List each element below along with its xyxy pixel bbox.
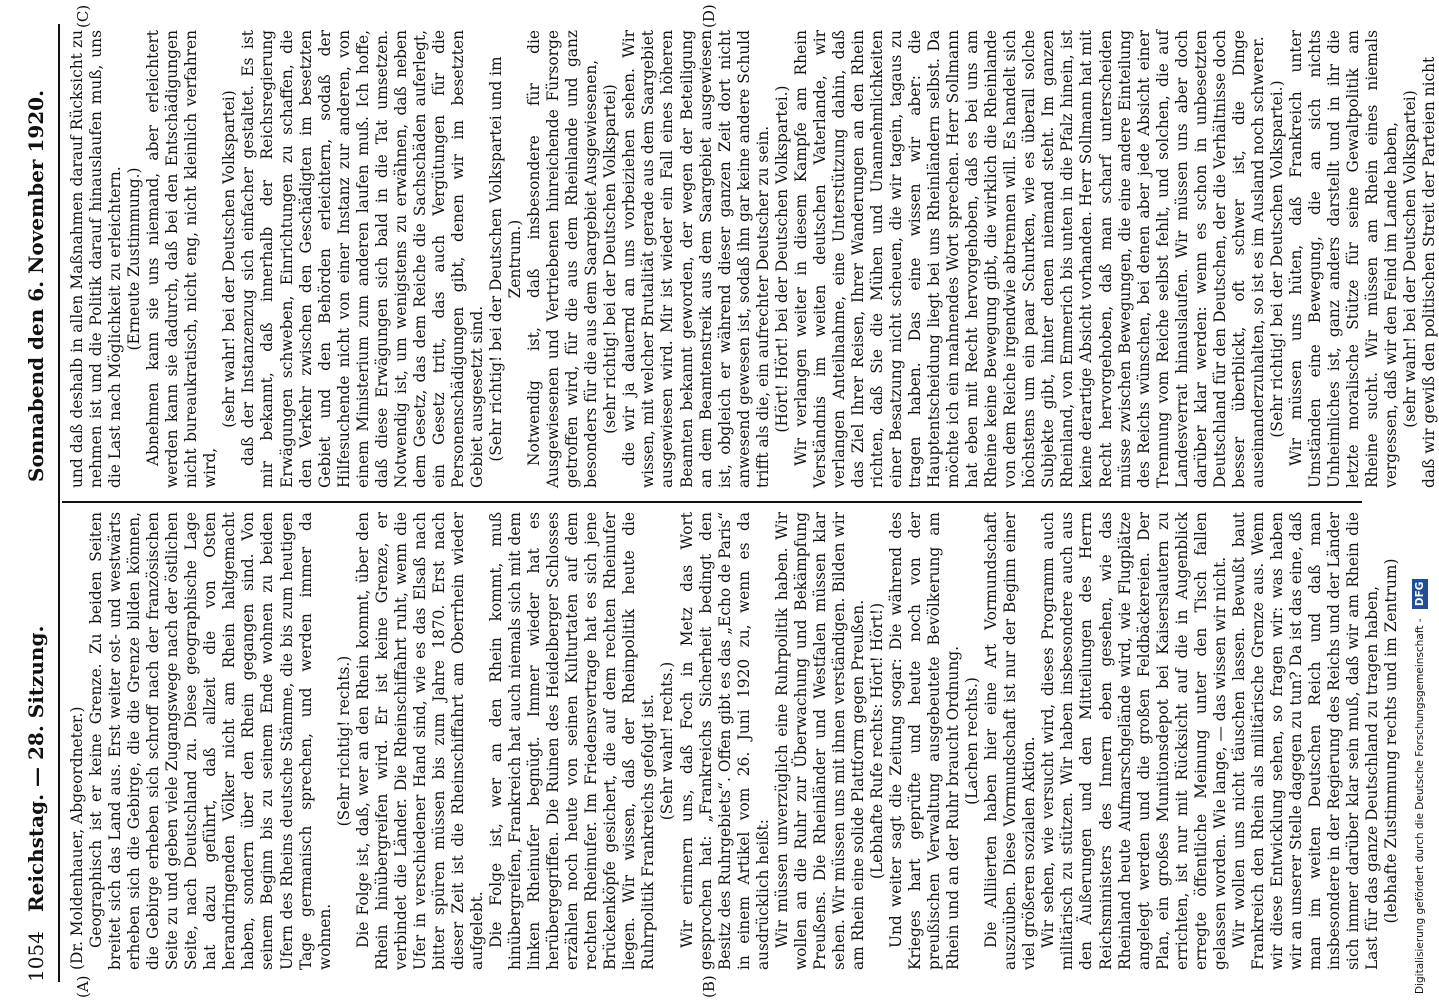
interjection: (Sehr wahr! rechts.) <box>658 661 677 821</box>
paragraph: Wir wollen uns nicht täuschen lassen. Bewußt baut Frankreich den Rhein als militärische Grenze aus. Wenn wir diese Entwicklung sehen, so fragen wir: was haben wir an unserer Stelle dagegen zu tun? Da ist das eine, daß man im weiten Deutschen Reich und daß man insbesondere in der Regierung des Reichs und der Länder sich immer darüber klar sein muß, daß wir am Rhein die Last für das ganze Deutschland zu tragen haben, <box>1229 512 1382 970</box>
page-number: 1054 <box>24 931 48 982</box>
margin-mark-a: (A) <box>74 975 92 998</box>
interjection: (Erneute Zustimmung.) <box>125 167 144 351</box>
interjection: (Lebhafte Rufe rechts: Hört! Hört!) <box>867 602 886 880</box>
interjection: (Sehr richtig! rechts.) <box>334 655 353 827</box>
interjection: (Lachen rechts.) <box>963 677 982 805</box>
header-left-title: Reichstag. — 28. Sitzung. <box>24 625 48 912</box>
paragraph: Wir müssen uns hüten, daß Frankreich unter Umständen eine Bewegung, die an sich nichts Unheimliches ist, ganz anders darstellt und in ihr die letzte moralische Stütze für seine Gewaltpolitik am Rheine sucht. Wir müssen am Rhein eines niemals vergessen, daß wir den Feind im Lande haben, <box>1287 30 1401 488</box>
paragraph: und daß deshalb in allen Maßnahmen darauf Rücksicht zu nehmen ist und die Politik darauf hinauslaufen muß, uns die Last nach Möglichkeit zu erleichtern. <box>68 30 125 488</box>
sidebar-text: Digitalisierung gefördert durch die Deutsche Forschungsgemeinschaft - <box>1414 618 1426 994</box>
dfg-logo: DFG <box>1412 579 1428 610</box>
left-column <box>68 512 1401 970</box>
paragraph: Und weiter sagt die Zeitung sogar: Die während des Krieges hart geprüfte und heute noch von der preußischen Verwaltung ausgebeutete Bevölkerung am Rhein und an der Ruhr braucht Ordnung. <box>887 512 963 970</box>
interjection: (sehr wahr! bei der Deutschen Volkspartei) <box>220 90 239 428</box>
dfg-sidebar <box>1408 6 1432 994</box>
paragraph: Die Folge ist, wer an den Rhein kommt, muß hinübergreifen, Frankreich hat auch niemals sich mit dem linken Rheinufer begnügt. Immer wieder hat es herübergegriffen. Die Ruinen des Heidelberger Schlosses erzählen noch heute von seinen Kulturtaten auf dem rechten Rheinufer. Im Friedensvertrage hat es sich jene Brückenköpfe gesichert, die auf dem rechten Rheinufer liegen. Wir wissen, daß der Rheinpolitik heute die Ruhrpolitik Frankreichs gefolgt ist. <box>487 512 658 970</box>
paragraph: die wir ja dauernd an uns vorbeiziehen sehen. Wir wissen, mit welcher Brutalität gerade aus dem Saargebiet ausgewiesen wird. Mir ist wieder ein Fall eines höheren Beamten bekannt geworden, der wegen der Beteiligung an dem Beamtenstreik aus dem Saargebiet ausgewiesen ist, obgleich er während dieser ganzen Zeit dort nicht anwesend gewesen ist, sodaß ihn gar keine andere Schuld trifft als die, ein aufrechter Deutscher zu sein. <box>620 30 772 488</box>
paragraph: Wir verlangen weiter in diesem Kampfe am Rhein Verständnis im weiten deutschen Vaterlande, wir verlangen Anteilnahme, eine Unterstützung dahin, daß das Ziel Ihrer Reisen, Ihrer Wanderungen an den Rhein richten, daß Sie die Mühen und Unannehmlichkeiten einer Besatzung nicht scheuen, die wir tagein, tagaus zu tragen haben. Das eine wissen wir aber: die Hauptentscheidung liegt bei uns Rheinländern selbst. Da möchte ich ein mahnendes Wort sprechen. Herr Sollmann hat eben mit Recht hervorgehoben, daß es bei uns am Rheine keine Bewegung gibt, die wirklich die Rheinlande von dem Reiche irgendwie abtrennen will. Es handelt sich höchstens um ein paar Schurken, wie es überall solche Subjekte gibt, hinter denen niemand steht. Im ganzen Rheinland, von Emmerich bis unten in die Pfalz hinein, ist keine derartige Absicht vorhanden. Herr Sollmann hat mit Recht hervorgehoben, daß man scharf unterscheiden müsse zwischen Bewegungen, die eine andere Einteilung des Reichs wünschen, bei denen aber jede Absicht einer Trennung vom Reiche selbst fehlt, und solchen, die auf Landesverrat hinauslaufen. Wir müssen uns aber doch darüber klar werden: wenn es schon in unbesetzten Deutschland für den Deutschen, der die Verhältnisse doch besser überblickt, oft schwer ist, die Dinge auseinanderzuhalten, so ist es im Ausland noch schwerer. <box>791 30 1267 488</box>
paragraph: Wir erinnern uns, daß Foch in Metz das Wort gesprochen hat: „Frankreichs Sicherheit bedingt den Besitz des Ruhrgebiets“. Offen gibt es das „Echo de Paris“ in einem Artikel vom 26. Juni 1920 zu, wenn es da ausdrücklich heißt: <box>677 512 772 970</box>
interjection: (Sehr richtig! bei der Deutschen Volkspartei und im Zentrum.) <box>487 56 525 462</box>
paragraph: Notwendig ist, daß insbesondere für die Ausgewiesenen und Vertriebenen hinreichende Fürsorge getroffen wird, für die aus dem Rheinlande und ganz besonders für die aus dem Saargebiet Ausgewiesenen, <box>525 30 601 488</box>
interjection: (sehr wahr! bei der Deutschen Volkspartei) <box>1401 90 1420 428</box>
page-header <box>22 18 52 982</box>
interjection: (sehr richtig! bei der Deutschen Volkspartei) <box>601 84 620 434</box>
interjection: (Sehr richtig! bei der Deutschen Volkspartei.) <box>1267 80 1286 438</box>
header-rule <box>58 24 60 982</box>
paragraph: Wir müssen unverzüglich eine Ruhrpolitik haben. Wir wollen an die Ruhr zur Überwachung und Bekämpfung Preußens. Die Rheinländer und Westfalen müssen klar sehen. Wir müssen uns mit ihnen verständigen. Bilden wir am Rhein eine solide Plattform gegen Preußen. <box>772 512 867 970</box>
interjection: (lebhafte Zustimmung rechts und im Zentrum) <box>1382 558 1401 924</box>
paragraph: daß der Instanzenzug sich einfacher gestaltet. Es ist mir bekannt, daß innerhalb der Reichsregierung Erwägungen schweben, Einrichtungen zu schaffen, die den Verkehr zwischen den Geschädigten im besetzten Gebiet und den Behörden erleichtern, sodaß der Hilfesuchende nicht von einer Instanz zur anderen, von einem Ministerium zum anderen laufen muß. Ich hoffe, daß diese Erwägungen sich bald in die Tat umsetzen. Notwendig ist, um wenigstens zu erwähnen, daß neben dem Gesetz, das dem Reiche die Sachschäden auferlegt, ein Gesetz tritt, das auch Vergütungen für die Personenschädigungen gibt, denen wir im besetzten Gebiet ausgesetzt sind. <box>239 30 486 488</box>
margin-mark-c: (C) <box>74 4 92 28</box>
margin-mark-d: (D) <box>700 4 718 28</box>
column-divider <box>62 501 1362 503</box>
interjection: (Hört! Hört! bei der Deutschen Volkspartei.) <box>772 85 791 433</box>
paragraph: Die Folge ist, daß, wer an den Rhein kommt, über den Rhein hinübergreifen wird. Er ist keine Grenze, er verbindet die Länder. Die Rheinschiffahrt ruht, wenn die Ufer in verschiedener Hand sind, wie es das Elsaß nach bitter spüren müssen bis zum Jahre 1870. Erst nach dieser Zeit ist die Rheinschiffahrt am Oberrhein wieder aufgelebt. <box>353 512 486 970</box>
paragraph: (Dr. Moldenhauer, Abgeordneter.) <box>68 706 86 970</box>
header-date: Sonnabend den 6. November 1920. <box>24 89 48 482</box>
paragraph: Wir sehen, wie versucht wird, dieses Programm auch militärisch zu stützen. Wir haben insbesondere auch aus den Äußerungen und den Mitteilungen des Herrn Reichsministers des Innern eben gesehen, wie das Rheinland heute Aufmarschgelände wird, wie Flugplätze angelegt werden und die großen Feldbäckereien. Der Plan, ein großes Munitionsdepot bei Kaiserslautern zu errichten, ist nur mit Rücksicht auf die in Augenblick erregte öffentliche Meinung unter den Tisch fallen gelassen worden. Wie lange, — das wissen wir nicht. <box>1039 512 1229 970</box>
margin-mark-b: (B) <box>700 975 718 998</box>
paragraph: Geographisch ist er keine Grenze. Zu beiden Seiten breitet sich das Land aus. Erst weiter ost- und westwärts erheben sich die Gebirge, die die Grenze bilden können, die Gebirge erheben sich schroff nach der französischen Seite zu und geben viele Zugangswege nach der östlichen Seite, nach Deutschland zu. Diese geographische Lage hat dazu geführt, daß allzeit die von Osten herandringenden Völker nicht am Rhein haltgemacht haben, sondern über den Rhein gegangen sind. Von seinem Beginn bis zu seinem Ende wohnen zu beiden Ufern des Rheins deutsche Stämme, die bis zum heutigen Tage germanisch sprechen, und werden immer da wohnen. <box>87 512 334 970</box>
paragraph: daß wir gewiß den politischen Streit der Parteien nicht <box>1420 56 1439 488</box>
right-column <box>68 30 1439 488</box>
paragraph: Abnehmen kann sie uns niemand, aber erleichtert werden kann sie dadurch, daß bei den Entschädigungen nicht bureaukratisch, nicht eng, nicht kleinlich verfahren wird, <box>144 30 220 488</box>
paragraph: Die Alliierten haben hier eine Art Vormundschaft auszuüben. Diese Vormundschaft ist nur der Beginn einer viel größeren sozialen Aktion. <box>982 512 1039 970</box>
